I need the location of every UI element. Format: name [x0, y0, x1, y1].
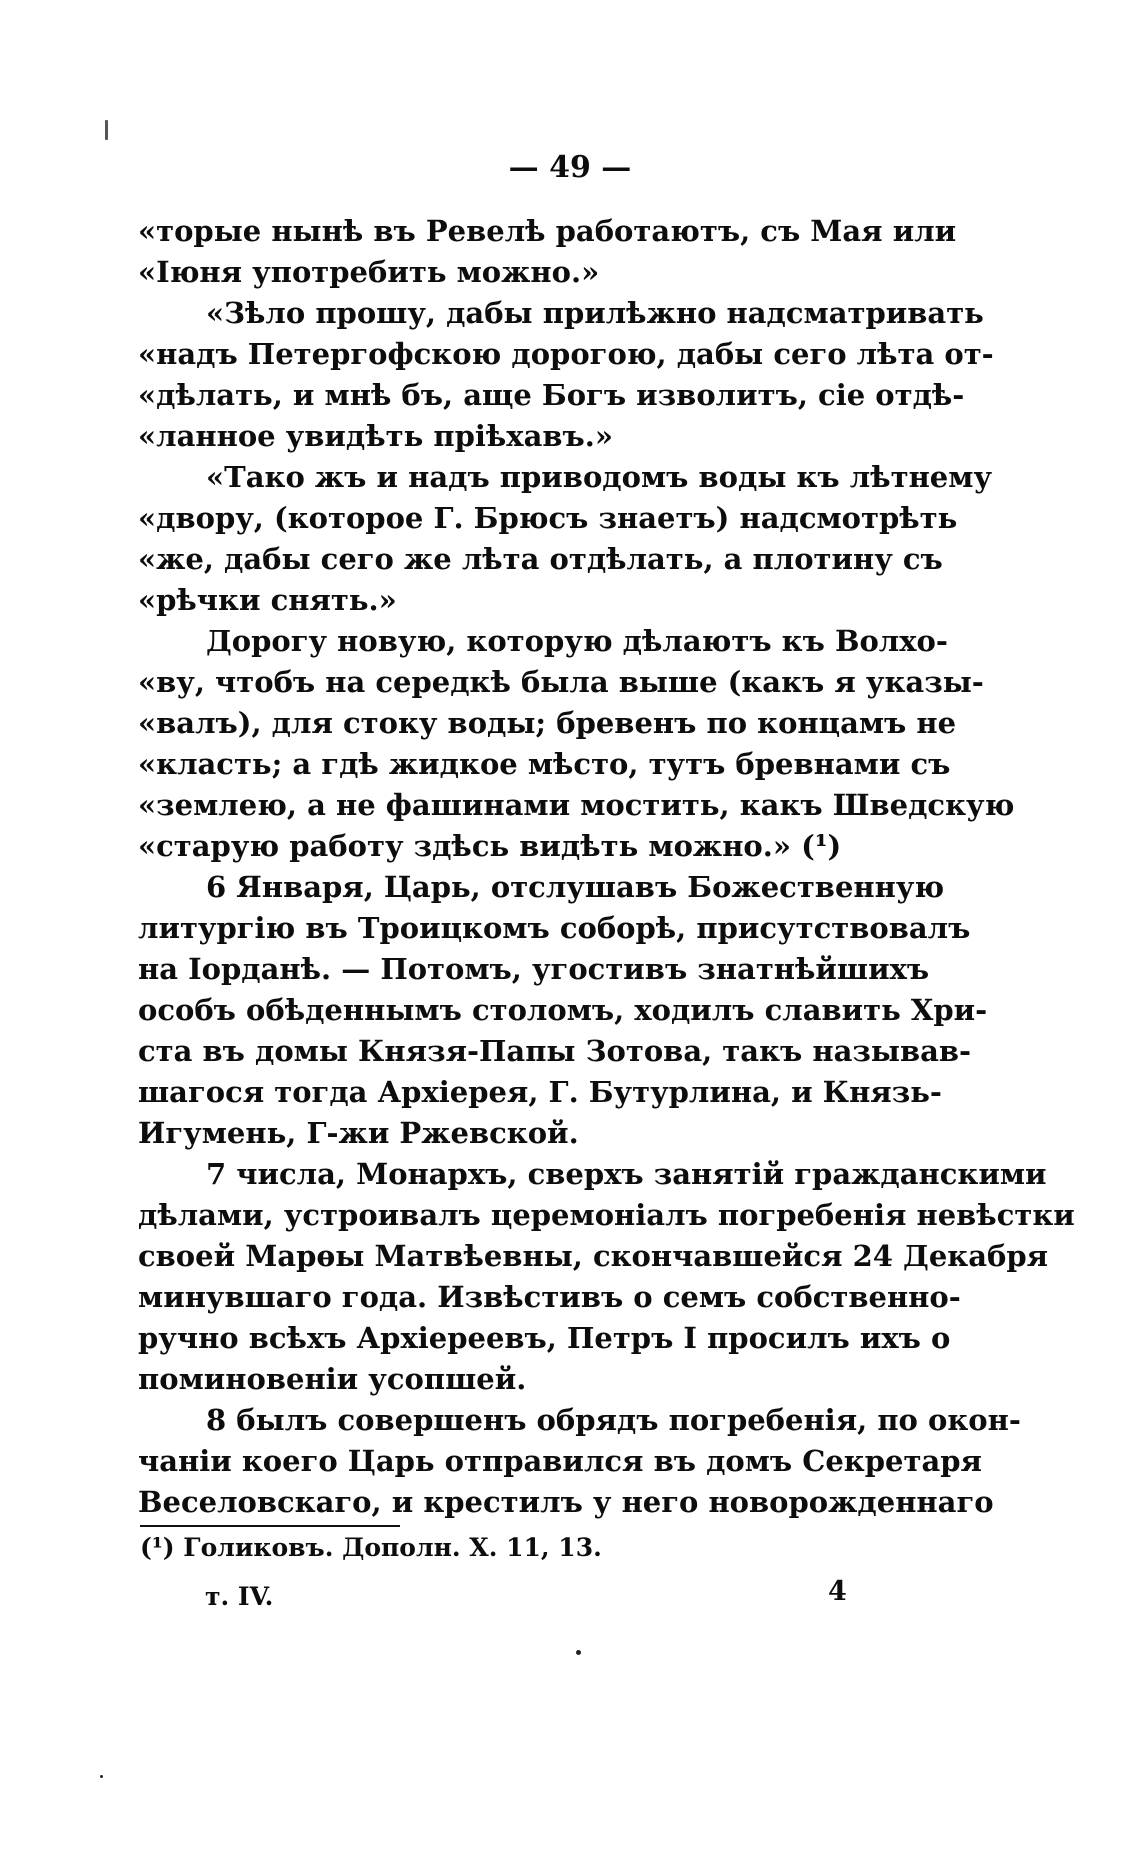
text-line: «рѣчки снять.» — [138, 583, 397, 617]
text-line: дѣлами, устроивалъ церемоніалъ погребенія невѣстки — [138, 1198, 1075, 1232]
text-line: «валъ), для стоку воды; бревенъ по концамъ не — [138, 706, 957, 740]
signature-mark: т. IV. — [205, 1582, 274, 1611]
text-line: особъ обѣденнымъ столомъ, ходилъ славить Хри- — [138, 993, 988, 1027]
footnote-divider — [140, 1525, 400, 1527]
text-line: ручно всѣхъ Архіереевъ, Петръ I просилъ ихъ о — [138, 1321, 951, 1355]
text-line: «ву, чтобъ на середкѣ была выше (какъ я указы- — [138, 665, 984, 699]
sheet-number: 4 — [828, 1576, 847, 1607]
text-line: 8 былъ совершенъ обрядъ погребенія, по окон- — [206, 1403, 1021, 1437]
text-line: на Іорданѣ. — Потомъ, угостивъ знатнѣйшихъ — [138, 952, 930, 986]
text-line: «класть; а гдѣ жидкое мѣсто, тутъ бревнами съ — [138, 747, 951, 781]
text-line: Дорогу новую, которую дѣлаютъ къ Волхо- — [206, 624, 948, 658]
text-line: «Іюня употребить можно.» — [138, 255, 600, 289]
text-line: «надъ Петергофскою дорогою, дабы сего лѣта от- — [138, 337, 994, 371]
text-line: 7 числа, Монархъ, сверхъ занятій гражданскими — [206, 1157, 1047, 1191]
text-line: литургію въ Троицкомъ соборѣ, присутствовалъ — [138, 911, 971, 945]
text-line: Игумень, Г-жи Ржевской. — [138, 1116, 579, 1150]
footnote: (¹) Голиковъ. Дополн. X. 11, 13. — [140, 1533, 602, 1562]
text-line: «торые нынѣ въ Ревелѣ работаютъ, съ Мая или — [138, 214, 957, 248]
text-line: 6 Января, Царь, отслушавъ Божественную — [206, 870, 945, 904]
text-line: «землею, а не фашинами мостить, какъ Шведскую — [138, 788, 1015, 822]
text-line: ста въ домы Князя-Папы Зотова, такъ называв- — [138, 1034, 972, 1068]
body-text — [138, 211, 1075, 1523]
text-line: Веселовскаго, и крестилъ у него новорожденнаго — [138, 1485, 994, 1519]
print-speck — [576, 1650, 581, 1655]
text-line: «ланное увидѣть пріѣхавъ.» — [138, 419, 614, 453]
text-line: «же, дабы сего же лѣта отдѣлать, а плотину съ — [138, 542, 943, 576]
text-line: минувшаго года. Извѣстивъ о семъ собственно- — [138, 1280, 961, 1314]
text-line: шагося тогда Архіерея, Г. Бутурлина, и Князь- — [138, 1075, 942, 1109]
text-line: «двору, (которое Г. Брюсъ знаетъ) надсмотрѣть — [138, 501, 958, 535]
text-line: поминовеніи усопшей. — [138, 1362, 527, 1396]
text-line: «Тако жъ и надъ приводомъ воды къ лѣтнему — [206, 460, 993, 494]
text-line: «дѣлать, и мнѣ бъ, аще Богъ изволитъ, сіе отдѣ- — [138, 378, 965, 412]
print-speck — [105, 120, 108, 140]
page-number: — 49 — — [508, 150, 632, 185]
text-line: «старую работу здѣсь видѣть можно.» (¹) — [138, 829, 842, 863]
text-line: своей Марѳы Матвѣевны, скончавшейся 24 Декабря — [138, 1239, 1049, 1273]
text-line: чаніи коего Царь отправился въ домъ Секретаря — [138, 1444, 982, 1478]
print-speck — [100, 1775, 103, 1778]
text-line: «Зѣло прошу, дабы прилѣжно надсматривать — [206, 296, 984, 330]
